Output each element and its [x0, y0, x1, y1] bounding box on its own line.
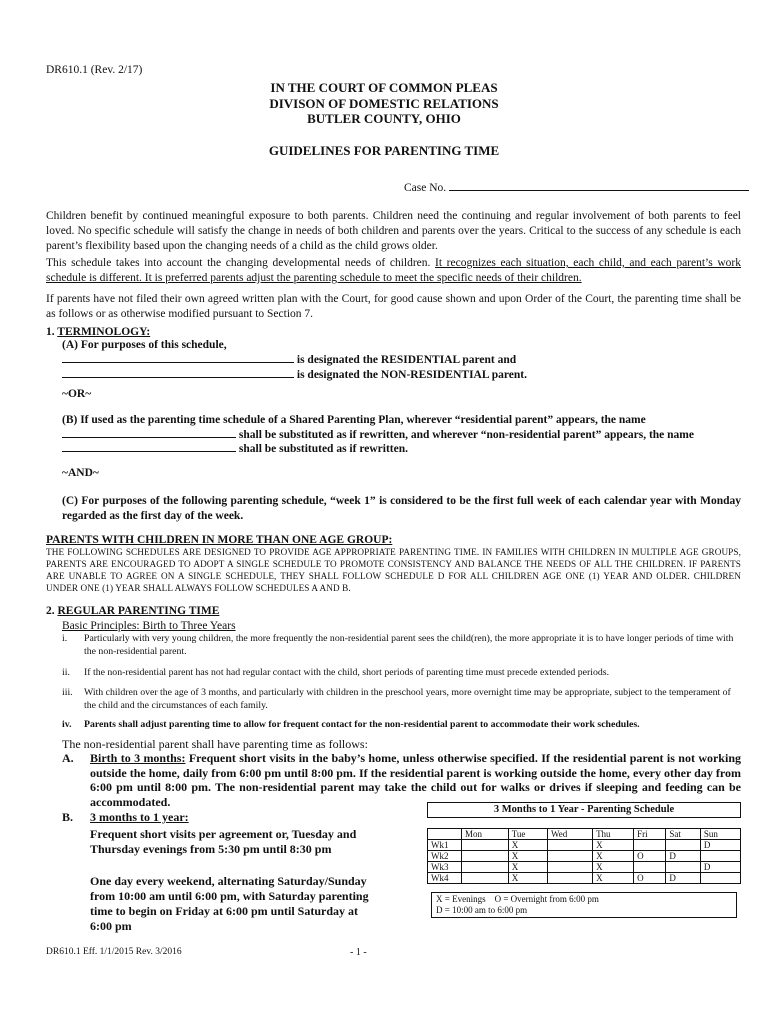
division-name: DIVISON OF DOMESTIC RELATIONS — [269, 96, 499, 111]
section-a — [62, 751, 741, 809]
regular-heading — [46, 604, 741, 619]
terminology-b-line1: (B) If used as the parenting time schedule of a Shared Parenting Plan, wherever “residential parent” appears, the name — [62, 414, 646, 426]
schedule-header-cell: Mon — [462, 829, 509, 840]
form-id: DR610.1 (Rev. 2/17) — [46, 64, 143, 76]
schedule-cell: Wk1 — [428, 840, 462, 851]
shared-residential-blank[interactable] — [62, 427, 236, 438]
terminology-or: ~OR~ — [62, 388, 92, 400]
schedule-cell: X — [508, 873, 547, 884]
principle-number: iv. — [62, 719, 72, 730]
intro-paragraph-2-plain: This schedule takes into account the changing developmental needs of children. — [46, 257, 436, 269]
court-name: IN THE COURT OF COMMON PLEAS — [270, 80, 498, 95]
legend-line-1: X = Evenings O = Overnight from 6:00 pm — [436, 894, 599, 904]
principle-item — [62, 666, 740, 679]
nonresidential-name-blank[interactable] — [62, 367, 294, 378]
section-b-title: 3 months to 1 year: — [90, 810, 189, 824]
section-a-body — [90, 751, 741, 809]
principle-text: With children over the age of 3 months, and particularly with children in the preschool years, more overnight time may be appropriate, subject to the temperament of the child and the circumstances of each family. — [84, 687, 731, 711]
section-b-text-2: One day every weekend, alternating Saturday/Sunday from 10:00 am until 6:00 pm, with Saturday parenting time to begin on Friday at 6:00 pm until Saturday at 6:00 pm — [90, 874, 369, 933]
principle-text: If the non-residential parent has not had regular contact with the child, short periods of parenting time must precede extended periods. — [84, 667, 610, 678]
regular-title: REGULAR PARENTING TIME — [57, 605, 220, 617]
schedule-cell: X — [593, 851, 634, 862]
schedule-cell — [462, 840, 509, 851]
terminology-a-nonresidential — [62, 367, 741, 383]
schedule-cell — [700, 873, 740, 884]
schedule-header-cell: Tue — [508, 829, 547, 840]
section-a-title: Birth to 3 months: — [90, 751, 186, 765]
residential-text: is designated the RESIDENTIAL parent and — [296, 354, 517, 366]
terminology-c: (C) For purposes of the following parenting schedule, “week 1” is considered to be the first full week of each calendar year with Monday regarded as the first day of the week. — [62, 495, 741, 522]
terminology-number: 1. — [46, 326, 55, 338]
schedule-cell: X — [593, 873, 634, 884]
schedule-cell — [462, 873, 509, 884]
schedule-table — [427, 828, 741, 884]
schedule-cell — [634, 862, 666, 873]
schedule-row — [428, 873, 741, 884]
terminology-b-line3-text: shall be substituted as if rewritten. — [238, 443, 408, 455]
schedule-cell — [462, 862, 509, 873]
schedule-header-cell: Thu — [593, 829, 634, 840]
schedule-header-cell: Sat — [666, 829, 700, 840]
intro-paragraph-2-underlined: It recognizes each situation, each child, and each parent’s work schedule is different. It is preferred parents adjust the parenting schedule to meet the specific needs of their children. — [46, 257, 741, 284]
principle-text: Parents shall adjust parenting time to allow for frequent contact for the non-residential parent to accommodate their work schedules. — [84, 719, 640, 730]
schedule-cell — [548, 851, 593, 862]
legend-line-2: D = 10:00 am to 6:00 pm — [436, 905, 528, 915]
schedule-row — [428, 840, 741, 851]
schedule-cell: X — [508, 862, 547, 873]
case-number-blank[interactable] — [449, 180, 749, 191]
schedule-cell: D — [700, 862, 740, 873]
principle-item — [62, 632, 740, 658]
terminology-a-intro: (A) For purposes of this schedule, — [62, 339, 227, 351]
schedule-cell: D — [666, 873, 700, 884]
intro-paragraph-2 — [46, 256, 741, 286]
schedule-cell: X — [593, 840, 634, 851]
schedule-cell — [666, 840, 700, 851]
parenting-schedule — [427, 802, 741, 918]
principle-text: Particularly with very young children, the more frequently the non-residential parent sees the child(ren), the more appropriate it is to have longer periods of time with the non-residential parent. — [84, 633, 734, 657]
principle-number: i. — [62, 633, 68, 644]
intro-paragraph-1: Children benefit by continued meaningful exposure to both parents. Children need the continuing and regular involvement of both parents to feel loved. No specific schedule will satisfy the change in needs of both children and parents over the years. Critical to the success of any schedule is each parent’s flexibility based upon the changing needs of a child as the child grows older. — [46, 210, 741, 252]
schedule-cell: D — [700, 840, 740, 851]
schedule-cell: X — [593, 862, 634, 873]
schedule-title: 3 Months to 1 Year - Parenting Schedule — [427, 802, 741, 818]
schedule-row — [428, 851, 741, 862]
terminology-b-line2-text: shall be substituted as if rewritten, and wherever “non-residential parent” appears, the name — [238, 429, 694, 441]
schedule-header-cell: Wed — [548, 829, 593, 840]
schedule-header-cell: Sun — [700, 829, 740, 840]
schedule-cell: O — [634, 851, 666, 862]
schedule-cell: D — [666, 851, 700, 862]
schedule-cell — [548, 873, 593, 884]
county-name: BUTLER COUNTY, OHIO — [307, 111, 461, 126]
schedule-header-cell — [428, 829, 462, 840]
schedule-cell: O — [634, 873, 666, 884]
section-a-text: Frequent short visits in the baby’s home, unless otherwise specified. If the residential parent is not working outside the home, daily from 6:00 pm until 8:00 pm. If the residential parent is working outside the home, every other day from 6:00 pm until 8:00 pm. The non-residential parent may take the child out for walks or drives if sleeping and feeding can be accommodated. — [90, 751, 741, 809]
terminology-b-line3 — [62, 441, 741, 457]
section-b-heading — [62, 810, 392, 825]
nonresidential-text: is designated the NON-RESIDENTIAL parent. — [296, 369, 528, 381]
schedule-cell — [462, 851, 509, 862]
nonresidential-lead: The non-residential parent shall have parenting time as follows: — [62, 737, 368, 751]
terminology-and: ~AND~ — [62, 467, 99, 479]
principle-number: ii. — [62, 667, 70, 678]
schedule-cell — [700, 851, 740, 862]
principle-number: iii. — [62, 687, 73, 698]
principle-item — [62, 686, 740, 712]
section-b-text-1: Frequent short visits per agreement or, Tuesday and Thursday evenings from 5:30 pm until 8:30 pm — [90, 827, 357, 856]
section-a-letter: A. — [62, 751, 74, 765]
section-b-letter: B. — [62, 810, 74, 824]
multi-age-heading: PARENTS WITH CHILDREN IN MORE THAN ONE AGE GROUP: — [46, 534, 393, 546]
schedule-legend — [431, 892, 737, 918]
case-number-label: Case No. — [404, 182, 447, 194]
page-title: GUIDELINES FOR PARENTING TIME — [268, 143, 500, 158]
schedule-cell — [548, 840, 593, 851]
schedule-cell — [548, 862, 593, 873]
terminology-a-residential — [62, 352, 741, 368]
basic-principles: Basic Principles: Birth to Three Years — [62, 620, 236, 632]
schedule-header-row — [428, 829, 741, 840]
page-number: - 1 - — [350, 947, 367, 958]
schedule-cell: Wk3 — [428, 862, 462, 873]
terminology-title: TERMINOLOGY: — [57, 326, 151, 338]
schedule-cell — [666, 862, 700, 873]
multi-age-text: THE FOLLOWING SCHEDULES ARE DESIGNED TO PROVIDE AGE APPROPRIATE PARENTING TIME. IN FAMILIES WITH CHILDREN IN MULTIPLE AGE GROUPS, PARENTS ARE ENCOURAGED TO ADOPT A SINGLE SCHEDULE TO PROMOTE CONSISTENCY AND BALANCE THE NEEDS OF ALL THE CHILDREN. IF PARENTS ARE UNABLE TO AGREE ON A SINGLE SCHEDULE, THEY SHALL FOLLOW SCHEDULE D FOR ALL CHILDREN AGE ONE (1) YEAR AND OLDER. CHILDREN UNDER ONE (1) YEAR SHALL ALWAYS FOLLOW SCHEDULES A AND B. — [46, 547, 741, 593]
schedule-cell: Wk4 — [428, 873, 462, 884]
shared-nonresidential-blank[interactable] — [62, 441, 236, 452]
schedule-cell: X — [508, 840, 547, 851]
schedule-row — [428, 862, 741, 873]
schedule-cell: Wk2 — [428, 851, 462, 862]
schedule-header-cell: Fri — [634, 829, 666, 840]
footer-form-id: DR610.1 Eff. 1/1/2015 Rev. 3/2016 — [46, 947, 182, 957]
residential-name-blank[interactable] — [62, 352, 294, 363]
schedule-cell: X — [508, 851, 547, 862]
schedule-cell — [634, 840, 666, 851]
principle-item — [62, 718, 740, 731]
regular-number: 2. — [46, 605, 55, 617]
intro-paragraph-3: If parents have not filed their own agreed written plan with the Court, for good cause shown and upon Order of the Court, the parenting time shall be as follows or as otherwise modified pursuant to Section 7. — [46, 293, 741, 320]
case-number-field[interactable] — [404, 180, 749, 194]
